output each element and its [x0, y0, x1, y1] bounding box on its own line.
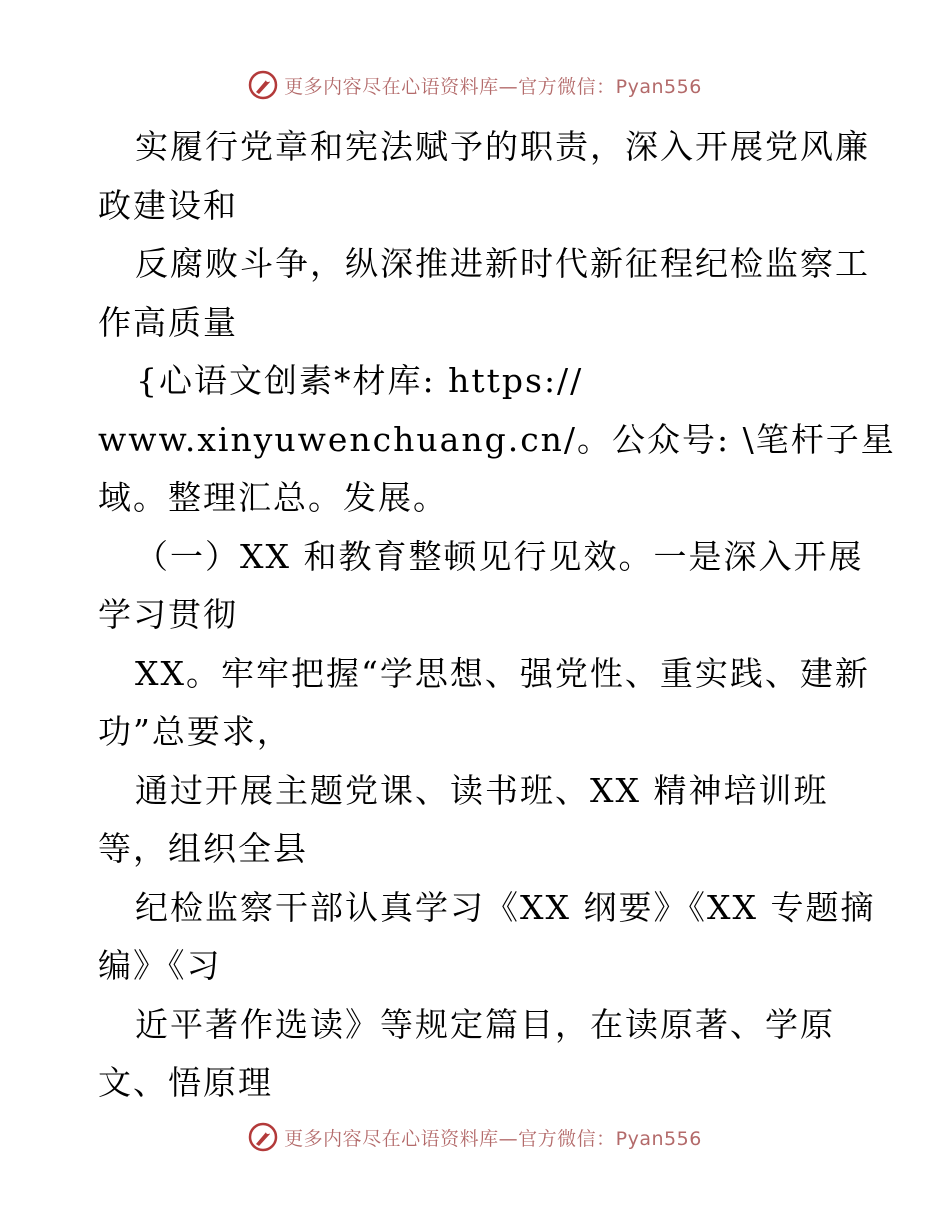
text-line: 编》《习	[98, 946, 222, 985]
document-body	[98, 118, 896, 1113]
text-line: 功”总要求，	[98, 712, 292, 751]
watermark-text: 更多内容尽在心语资料库—官方微信：Pyan556	[284, 75, 702, 98]
pen-nib-seal-icon	[248, 1122, 278, 1152]
watermark-footer	[0, 1122, 950, 1152]
text-line: 近平著作选读》等规定篇目，在读原著、学原	[135, 1004, 835, 1044]
text-line: 政建设和	[98, 185, 238, 225]
text-line: 作高质量	[98, 302, 238, 342]
text-line: 通过开展主题党课、读书班、XX 精神培训班	[135, 770, 829, 810]
text-line: 等，组织全县	[98, 829, 308, 868]
pen-nib-seal-icon	[248, 70, 278, 100]
text-line: www.xinyuwenchuang.cn/。公众号: \笔杆子星	[98, 419, 896, 459]
text-line: XX。牢牢把握“学思想、强党性、重实践、建新	[135, 653, 870, 693]
text-line: 域。整理汇总。发展。	[98, 478, 448, 517]
text-line: （一）XX 和教育整顿见行见效。一是深入开展	[135, 536, 864, 576]
text-line: 反腐败斗争，纵深推进新时代新征程纪检监察工	[135, 244, 870, 283]
text-line: 纪检监察干部认真学习《XX 纲要》《XX 专题摘	[135, 887, 876, 927]
text-line: {心语文创素*材库: https://	[136, 361, 584, 400]
text-line: 文、悟原理	[98, 1063, 273, 1102]
text-line: 实履行党章和宪法赋予的职责，深入开展党风廉	[135, 127, 870, 166]
text-line: 学习贯彻	[98, 595, 238, 634]
watermark-text: 更多内容尽在心语资料库—官方微信：Pyan556	[284, 1127, 702, 1150]
watermark-header	[0, 70, 950, 100]
